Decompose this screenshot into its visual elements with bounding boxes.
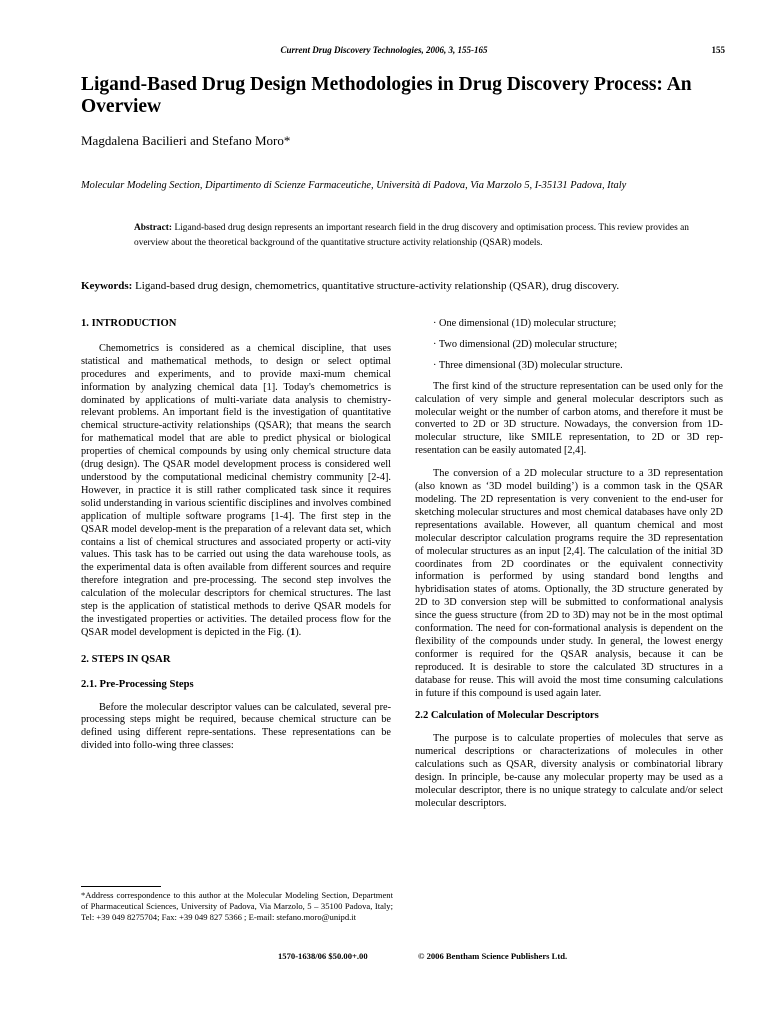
subsection-heading-descriptors: 2.2 Calculation of Molecular Descriptors [415, 710, 599, 722]
footer-copyright: © 2006 Bentham Science Publishers Ltd. [418, 951, 568, 961]
left-column [81, 318, 391, 763]
introduction-paragraph [81, 343, 391, 640]
section-heading-steps: 2. STEPS IN QSAR [81, 653, 171, 665]
section-heading-introduction: 1. INTRODUCTION [81, 318, 177, 329]
keywords-label: Keywords: [81, 280, 133, 292]
list-item: · One dimensional (1D) molecular structure; [433, 318, 617, 329]
conversion-paragraph: The conversion of a 2D molecular structure to a 3D representation (also known as ‘3D model building’) is a common task in the QSAR modeling. The 2D representation is very convenient to the end-user for sketching molecular structures and most chemical databases have only 2D representations available. However, all quantum chemical and most molecular descriptor calculation programs require the 3D representation of molecular structures as an input [2,4]. The calculation of the initial 3D coordinates from 2D coordinates or the equivalent connectivity information is performed by using standard bond lengths and hybridisation states of atoms. Optionally, the 3D structure generated by 2D to 3D conversion step will be submitted to conformational analysis since the guess structure (from 2D to 3D) may not be in the most optimal conformation. The need for con-formational analysis is dependent on the flexibility of the compounds under study. In general, the lowest energy conformer is required for the QSAR analysis, because it can be reproduced. It is desirable to store the calculated 3D structures in a database for reuse. This will avoid the most time consuming calculations in future if this compound is used again later. [415, 468, 723, 699]
journal-pages: , 155-165 [452, 45, 488, 55]
list-item: · Two dimensional (2D) molecular structure; [433, 338, 618, 350]
journal-year: , 2006, [421, 45, 449, 55]
affiliation: Molecular Modeling Section, Dipartimento di Scienze Farmaceutiche, Università di Padova, Via Marzolo 5, I-35131 Padova, Italy [81, 180, 627, 191]
list-item: · Three dimensional (3D) molecular structure. [433, 359, 623, 371]
subsection-heading-preprocessing: 2.1. Pre-Processing Steps [81, 678, 194, 690]
author-list: Magdalena Bacilieri and Stefano Moro* [81, 133, 291, 148]
descriptors-paragraph: The purpose is to calculate properties of molecules that serve as numerical descriptions or characterizations of molecules in other calculations such as QSAR, diversity analysis or combinatorial library design. In principle, be-cause any molecular property may be used as a molecular descriptor, there is no unique strategy to calculate and/or select molecular descriptors. [415, 733, 723, 809]
keywords-text: Ligand-based drug design, chemometrics, quantitative structure-activity relationship (QSAR), drug discovery. [132, 280, 620, 292]
running-header [0, 45, 768, 55]
keywords [81, 279, 721, 294]
journal-name: Current Drug Discovery Technologies [280, 45, 422, 55]
right-column [415, 318, 723, 821]
abstract [134, 221, 689, 251]
page-number: 155 [711, 45, 725, 55]
article-title: Ligand-Based Drug Design Methodologies in Drug Discovery Process: An Overview [81, 74, 692, 117]
footer-issn: 1570-1638/06 $50.00+.00 [278, 951, 368, 961]
figure-reference-close: ). [295, 626, 302, 638]
abstract-label: Abstract: [134, 223, 173, 233]
introduction-text: Chemometrics is considered as a chemical discipline, that uses statistical and mathematical methods, to design or select optimal procedures and experiments, and to provide maxi-mum chemical information by analyzing chemical data [1]. Today's chemometrics is dominated by applications of multi-variate data analysis to chemistry-relevant problems. An important field is the investigation of quantitative chemical structure-activity relationships (QSAR); that means the search for mathematical model that are able to predict physical or biological properties of chemical compounds by using only chemical structure data (drug design). The QSAR model development process is considered well understood by the computational medicinal chemistry community [2-4]. However, in practice it is still rather complicated task since it requires solid understanding in various scientific disciplines and involves combined application of multiple software programs [1-4]. The first step in the QSAR model develop-ment is the preparation of a relevant data set, which contains a list of chemical structures and associated property or acti-vity values. This task has to be carried out using the data warehouse tools, as the experimental data is often available from different sources and require therefore integration and pre-processing. The second step involves the calculation of the molecular descriptors for chemical structures. The last step is the application of statistical methods to derive QSAR models for the investigated properties or activities. The detailed process flow for the QSAR model development is depicted in the Fig. ( [81, 342, 391, 638]
structure-representation-paragraph: The first kind of the structure representation can be used only for the calculation of very simple and general molecular descriptors such as molecular weight or the number of carbon atoms, and therefore it must be converted to 2D or 3D structure. Nowadays, the conversion from 1D-molecular structure, like SMILE representation, to 2D or 3D rep-resentation can be easily automated [2,4]. [415, 380, 723, 457]
abstract-text: Ligand-based drug design represents an important research field in the drug discovery and optimisation process. This review provides an overview about the theoretical background of the quantitative structure activity relationship (QSAR) models. [134, 223, 689, 248]
journal-volume: 3 [448, 45, 453, 55]
footnote-divider [81, 886, 161, 887]
correspondence-footnote: *Address correspondence to this author at the Molecular Modeling Section, Department of Pharmaceutical Sciences, University of Padova, Via Marzolo, 5 – 35100 Padova, Italy; Tel: +39 049 8275704; Fax: +39 049 827 5366 ; E-mail: stefano.moro@unipd.it [81, 890, 393, 922]
preprocessing-paragraph: Before the molecular descriptor values can be calculated, several pre-processing steps might be required, because chemical structure can be defined using different repre-sentations. These representations can be divided into follo-wing three classes: [81, 701, 391, 752]
figure-reference: 1 [290, 626, 296, 638]
